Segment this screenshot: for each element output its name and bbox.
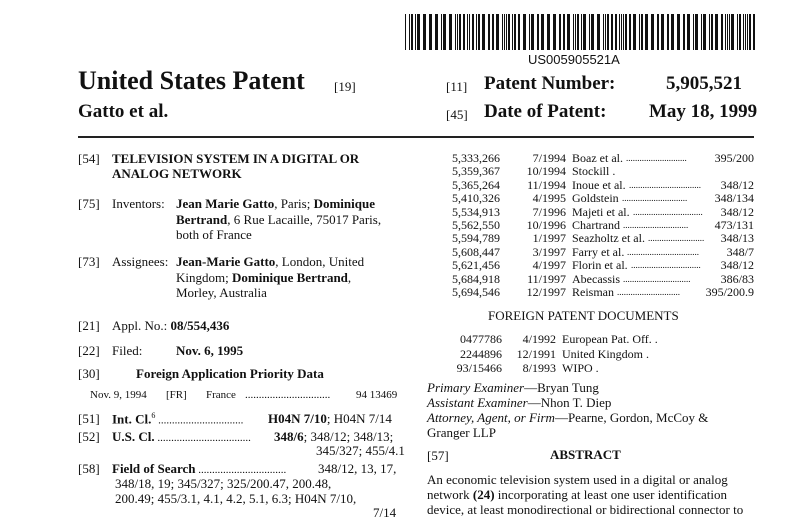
barcode-bar — [747, 14, 748, 50]
barcode-bar — [591, 14, 594, 50]
reference-number: 5,621,456 — [452, 258, 500, 273]
field-of-search-line2: 348/18, 19; 345/327; 325/200.47, 200.48, — [115, 476, 332, 491]
barcode-bar — [693, 14, 694, 50]
foreign-doc-date: 8/1993 — [522, 361, 556, 376]
assistant-examiner — [427, 395, 611, 411]
reference-date: 7/1996 — [532, 204, 566, 219]
barcode-bar — [435, 14, 438, 50]
foreign-doc-name: United Kingdom . — [562, 346, 649, 361]
barcode-bar — [683, 14, 685, 50]
foreign-doc-row — [452, 347, 757, 362]
barcode-bar — [455, 14, 456, 50]
assignee-name-1: Jean-Marie Gatto — [176, 254, 276, 269]
field-of-search-line4: 7/14 — [373, 505, 397, 520]
foreign-doc-name: WIPO . — [562, 361, 599, 376]
barcode-bar — [711, 14, 713, 50]
barcode-bar — [508, 14, 510, 50]
uscl-field — [112, 429, 251, 445]
barcode-bar — [661, 14, 664, 50]
reference-date: 11/1997 — [527, 271, 566, 286]
date-label: Date of Patent: — [484, 101, 607, 122]
barcode-bar — [482, 14, 485, 50]
barcode-bar — [731, 14, 734, 50]
reference-class: 348/134 — [714, 191, 754, 206]
reference-name: Seazholtz et al. — [572, 231, 645, 246]
barcode-bar — [409, 14, 410, 50]
reference-number: 5,410,326 — [452, 191, 500, 206]
barcode-bar — [573, 14, 574, 50]
barcode-bar — [541, 14, 544, 50]
barcode-bar — [469, 14, 470, 50]
reference-row — [452, 165, 757, 178]
reference-name: Chartrand — [572, 217, 620, 232]
reference-dots: .............................. — [623, 273, 691, 284]
abstract-code: [57] — [427, 448, 449, 463]
barcode-bar — [514, 14, 516, 50]
foreign-doc-number: 93/15466 — [456, 361, 502, 376]
barcode-bar — [753, 14, 755, 50]
appl-label: Appl. No.: — [112, 318, 171, 333]
reference-class: 395/200 — [714, 151, 754, 165]
barcode-bar — [589, 14, 590, 50]
reference-row — [452, 246, 757, 259]
inventor-name-1: Jean Marie Gatto — [176, 196, 275, 211]
reference-number: 5,608,447 — [452, 244, 500, 259]
barcode-bar — [559, 14, 561, 50]
barcode-bar — [581, 14, 582, 50]
reference-name: Boaz et al. — [572, 151, 623, 165]
barcode-bar — [615, 14, 617, 50]
foreign-docs-title: FOREIGN PATENT DOCUMENTS — [488, 308, 679, 323]
intcl-sup: 6 — [151, 411, 156, 420]
foreign-doc-name: European Pat. Off. . — [562, 332, 658, 346]
inventors-line3: both of France — [176, 227, 252, 242]
barcode-bar — [621, 14, 622, 50]
reference-row — [452, 192, 757, 205]
reference-class: 348/12 — [720, 177, 754, 192]
reference-class: 348/13 — [720, 231, 754, 246]
reference-name: Majeti et al. — [572, 204, 630, 219]
barcode-bar — [429, 14, 432, 50]
abstract-line3: device, at least monodirectional or bidirectional connector to — [427, 502, 744, 517]
barcode-bar — [603, 14, 604, 50]
attorney-label: Attorney, Agent, or Firm — [427, 410, 555, 425]
uscl-code: [52] — [78, 429, 100, 444]
reference-number: 5,694,546 — [452, 284, 500, 299]
reference-row — [452, 273, 757, 286]
primary-examiner — [427, 380, 599, 396]
reference-date: 10/1996 — [526, 217, 566, 232]
title-field-code: [54] — [78, 151, 100, 166]
reference-class: 395/200.9 — [705, 284, 754, 299]
attorney — [427, 410, 753, 426]
barcode-bar — [502, 14, 503, 50]
abstract-line2 — [427, 487, 727, 503]
reference-row — [452, 179, 757, 192]
barcode-bar — [671, 14, 674, 50]
barcode-bar — [667, 14, 669, 50]
barcode-bar — [727, 14, 728, 50]
filed-label: Filed: — [112, 343, 143, 358]
barcode-bar — [641, 14, 643, 50]
uscl-label: U.S. Cl. — [112, 429, 155, 444]
assistant-examiner-name: —Nhon T. Diep — [527, 395, 612, 410]
barcode-bar — [709, 14, 710, 50]
reference-date: 4/1997 — [532, 258, 566, 273]
barcode-bar — [611, 14, 613, 50]
invention-title-line2: ANALOG NETWORK — [112, 166, 242, 181]
barcode-number: US005905521A — [528, 52, 620, 67]
date-code: [45] — [446, 107, 468, 122]
inventors-label: Inventors: — [112, 196, 165, 211]
intcl-value — [268, 411, 392, 427]
barcode-bar — [423, 14, 426, 50]
barcode-bar — [577, 14, 579, 50]
uscl-line2: 345/327; 455/4.1 — [316, 443, 405, 458]
barcode-bar — [687, 14, 690, 50]
priority-number: 94 13469 — [356, 389, 398, 401]
reference-dots: ............................... — [631, 260, 701, 271]
uscl-dots: .................................. — [154, 432, 251, 444]
barcode-bar — [639, 14, 640, 50]
barcode-bar — [729, 14, 730, 50]
abstract-line2-rest: incorporating at least one user identification — [494, 487, 728, 502]
filed-date: Nov. 6, 1995 — [176, 343, 244, 358]
foreign-doc-row — [452, 361, 757, 376]
barcode-bar — [703, 14, 706, 50]
reference-row — [452, 286, 757, 299]
assignee-name-2: Dominique Bertrand — [231, 270, 348, 285]
reference-number: 5,562,550 — [452, 217, 500, 232]
header-divider — [78, 136, 754, 138]
barcode-bar — [472, 14, 474, 50]
barcode-bar — [496, 14, 499, 50]
reference-dots: ............................. — [623, 219, 689, 230]
barcode-bar — [651, 14, 654, 50]
reference-dots: ........................... — [626, 153, 687, 163]
reference-date: 7/1994 — [532, 151, 566, 165]
reference-row — [452, 152, 757, 165]
barcode-bar — [415, 14, 416, 50]
barcode-bar — [537, 14, 539, 50]
intcl-value-rest: ; H04N 7/14 — [326, 411, 392, 426]
assignee-comma: , — [347, 270, 352, 285]
barcode-bar — [563, 14, 565, 50]
barcode-bar — [695, 14, 698, 50]
barcode-bar — [523, 14, 526, 50]
barcode-bar — [619, 14, 620, 50]
barcode-bar — [715, 14, 718, 50]
reference-dots: ................................ — [627, 246, 699, 257]
barcode-bar — [605, 14, 606, 50]
barcode-bar — [531, 14, 534, 50]
barcode-bar — [449, 14, 452, 50]
priority-country: France — [206, 389, 236, 401]
attorney-line2: Granger LLP — [427, 425, 496, 440]
reference-dots: ................................ — [629, 179, 701, 190]
inventor-name-2a: Dominique — [313, 196, 375, 211]
primary-examiner-name: —Bryan Tung — [524, 380, 599, 395]
barcode-bar — [737, 14, 738, 50]
foreign-doc-number: 2244896 — [460, 346, 502, 361]
barcode-bar — [459, 14, 461, 50]
inventor-name-2b: Bertrand — [176, 212, 228, 227]
patent-number-code: [11] — [446, 79, 468, 94]
barcode-bar — [492, 14, 494, 50]
uscl-value-rest: ; 348/12; 348/13; — [303, 429, 394, 444]
barcode-bar — [597, 14, 600, 50]
barcode-bar — [441, 14, 442, 50]
barcode-bar — [745, 14, 746, 50]
barcode-bar — [488, 14, 490, 50]
assistant-examiner-label: Assistant Examiner — [427, 395, 528, 410]
inventors-line2 — [176, 212, 381, 228]
field-of-search-line1: 348/12, 13, 17, — [318, 461, 397, 476]
barcode-bar — [478, 14, 480, 50]
barcode-bar — [739, 14, 741, 50]
title-code: [19] — [334, 79, 356, 94]
abstract-line1: An economic television system used in a digital or analog — [427, 472, 728, 487]
barcode-bar — [633, 14, 636, 50]
barcode-bar — [749, 14, 751, 50]
reference-class: 348/12 — [720, 258, 754, 273]
invention-title-line1: TELEVISION SYSTEM IN A DIGITAL OR — [112, 151, 360, 166]
priority-date: Nov. 9, 1994 — [90, 389, 147, 401]
references-list — [452, 152, 757, 299]
barcode-bar — [623, 14, 624, 50]
reference-dots: ............................ — [617, 286, 680, 297]
barcode-bar — [553, 14, 556, 50]
field-of-search-field — [112, 461, 286, 477]
reference-name: Inoue et al. — [572, 177, 626, 192]
barcode-bar — [677, 14, 680, 50]
inventor-address: , 6 Rue Lacaille, 75017 Paris, — [227, 212, 382, 227]
barcode-bar — [467, 14, 468, 50]
filed-code: [22] — [78, 343, 100, 358]
barcode-bar — [725, 14, 726, 50]
foreign-priority-title: Foreign Application Priority Data — [136, 366, 324, 381]
patent-number: 5,905,521 — [666, 73, 742, 94]
assignees-code: [73] — [78, 254, 100, 269]
intcl-field — [112, 411, 243, 427]
barcode-bar — [518, 14, 520, 50]
barcode-bar — [645, 14, 648, 50]
inventors-line1 — [176, 196, 375, 212]
reference-class: 348/7 — [726, 244, 754, 259]
field-of-search-dots: ................................ — [195, 464, 287, 476]
reference-dots: ......................... — [648, 233, 705, 244]
barcode-bar — [411, 14, 413, 50]
reference-class: 348/12 — [720, 204, 754, 219]
attorney-name: —Pearne, Gordon, McCoy & — [554, 410, 709, 425]
barcode-bar — [512, 14, 513, 50]
reference-class: 473/131 — [714, 217, 754, 232]
reference-number: 5,333,266 — [452, 151, 500, 165]
barcode-bar — [743, 14, 744, 50]
foreign-docs-list — [452, 332, 757, 376]
reference-date: 11/1994 — [527, 177, 566, 192]
barcode-bar — [506, 14, 507, 50]
reference-date: 4/1995 — [532, 191, 566, 206]
barcode-bar — [443, 14, 446, 50]
barcode-bar — [417, 14, 420, 50]
foreign-doc-row — [452, 332, 757, 347]
priority-tag: [FR] — [166, 389, 187, 401]
barcode-bar — [583, 14, 586, 50]
field-of-search-line3: 200.49; 455/3.1, 4.1, 4.2, 5.1, 6.3; H04N 7/10, — [115, 491, 357, 506]
intcl-dots: ............................... — [155, 414, 244, 427]
assignees-line3: Morley, Australia — [176, 285, 267, 300]
reference-class: 386/83 — [720, 271, 754, 286]
reference-name: Abecassis — [572, 271, 620, 286]
reference-name: Goldstein — [572, 191, 619, 206]
patent-number-label: Patent Number: — [484, 73, 616, 94]
patent-date: May 18, 1999 — [649, 101, 758, 122]
barcode-bar — [607, 14, 609, 50]
reference-row — [452, 219, 757, 232]
reference-number: 5,359,367 — [452, 164, 500, 179]
inventors-code: [75] — [78, 196, 100, 211]
abstract-title: ABSTRACT — [550, 447, 621, 462]
reference-number: 5,365,264 — [452, 177, 500, 192]
reference-name: Stockill . — [572, 164, 616, 179]
barcode-bar — [457, 14, 458, 50]
reference-date: 1/1997 — [532, 231, 566, 246]
reference-name: Farry et al. — [572, 244, 625, 259]
assignees-label: Assignees: — [112, 254, 169, 269]
primary-examiner-label: Primary Examiner — [427, 380, 525, 395]
reference-row — [452, 259, 757, 272]
barcode-bar — [463, 14, 465, 50]
reference-name: Florin et al. — [572, 258, 628, 273]
assignees-line1 — [176, 254, 364, 270]
assignee-location-1: , London, United — [275, 254, 365, 269]
field-of-search-code: [58] — [78, 461, 100, 476]
reference-row — [452, 206, 757, 219]
reference-number: 5,594,789 — [452, 231, 500, 246]
intcl-code: [51] — [78, 411, 100, 426]
reference-dots: ............................... — [633, 206, 703, 217]
foreign-doc-date: 4/1992 — [522, 332, 556, 346]
barcode-bar — [625, 14, 627, 50]
barcode-bar — [721, 14, 723, 50]
document-title: United States Patent — [78, 66, 305, 95]
barcode — [405, 14, 755, 50]
barcode-bar — [567, 14, 570, 50]
reference-date: 12/1997 — [526, 284, 566, 299]
reference-date: 10/1994 — [526, 164, 566, 179]
barcode-bar — [657, 14, 659, 50]
intcl-label: Int. Cl. — [112, 411, 152, 427]
reference-number: 5,684,918 — [452, 271, 500, 286]
barcode-bar — [476, 14, 477, 50]
barcode-bar — [504, 14, 505, 50]
barcode-bar — [575, 14, 576, 50]
appl-code: [21] — [78, 318, 100, 333]
barcode-bar — [547, 14, 550, 50]
barcode-bar — [529, 14, 530, 50]
reference-dots: ............................. — [622, 193, 688, 204]
intcl-value-bold: H04N 7/10 — [268, 411, 327, 426]
foreign-priority-code: [30] — [78, 366, 100, 381]
foreign-doc-number: 0477786 — [460, 332, 502, 346]
reference-name: Reisman — [572, 284, 614, 299]
inventor-location-1: , Paris; — [274, 196, 314, 211]
reference-date: 3/1997 — [532, 244, 566, 259]
appl-number: 08/554,436 — [170, 318, 230, 333]
priority-dots: ............................... — [245, 389, 331, 401]
uscl-value-bold: 348/6 — [274, 429, 304, 444]
barcode-bar — [405, 14, 406, 50]
field-of-search-label: Field of Search — [112, 461, 196, 476]
foreign-doc-date: 12/1991 — [516, 346, 556, 361]
reference-number: 5,534,913 — [452, 204, 500, 219]
barcode-bar — [701, 14, 702, 50]
appl-field — [112, 318, 229, 334]
barcode-bar — [629, 14, 631, 50]
abstract-ref-number: (24) — [472, 487, 495, 502]
assignees-line2 — [176, 270, 351, 286]
abstract-line2-pre: network — [427, 487, 473, 502]
reference-row — [452, 232, 757, 245]
inventor-short: Gatto et al. — [78, 101, 169, 122]
assignee-location-1b: Kingdom; — [176, 270, 232, 285]
